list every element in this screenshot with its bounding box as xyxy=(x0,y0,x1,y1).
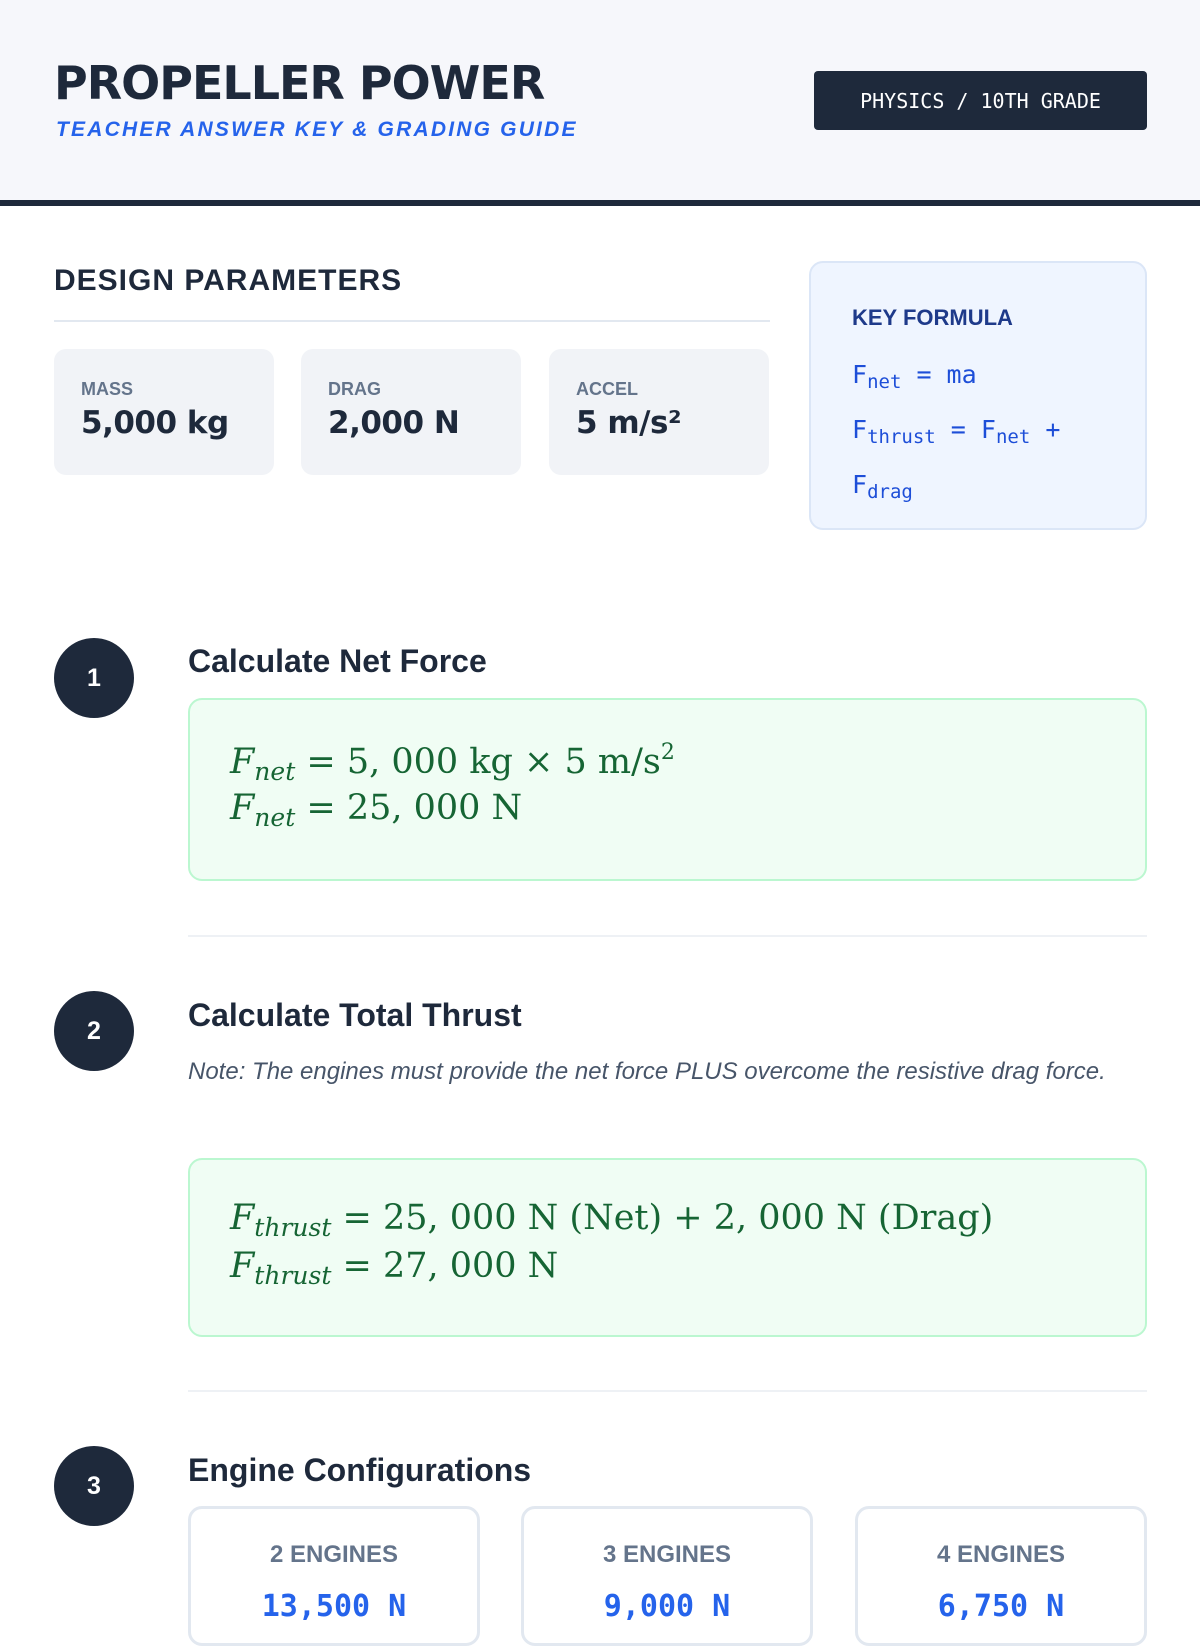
param-label: DRAG xyxy=(328,379,381,399)
math-line: $F_{thrust} = 25$, 000 N (Net) + 2, 000 N (Drag) xyxy=(230,1198,994,1242)
formula-thrust: $F_{thrust} = F_{net}$ + xyxy=(852,415,1061,448)
engine-thrust-value: 9,000 N xyxy=(603,1589,731,1624)
engine-thrust-value: 13,500 N xyxy=(261,1589,407,1624)
step-note: Note: The engines must provide the net force PLUS overcome the resistive drag force. xyxy=(188,1058,1106,1085)
engine-label: 4 ENGINES xyxy=(936,1541,1066,1568)
divider xyxy=(188,935,1147,937)
engine-thrust-value: 6,750 N xyxy=(937,1589,1065,1624)
formula-newton: $F_{net}$ = ma xyxy=(852,360,977,393)
math-line: $F_{net} = 5$, 000 kg × 5 $m/s^2$ xyxy=(230,740,675,786)
param-card-mass xyxy=(54,349,274,475)
answer-box-total-thrust xyxy=(188,1158,1147,1337)
formula-drag-term: $F_{drag}$ xyxy=(852,470,913,503)
step-title-total-thrust: Calculate Total Thrust xyxy=(188,997,522,1033)
math-line: $F_{net} = 25$, 000 N xyxy=(230,788,523,832)
param-value: 2,000 N xyxy=(328,405,460,441)
page-header xyxy=(0,0,1200,206)
param-value: 5,000 kg xyxy=(81,405,229,441)
key-formula-lines xyxy=(852,351,1060,516)
answer-box-net-force xyxy=(188,698,1147,881)
design-parameters-heading: DESIGN PARAMETERS xyxy=(54,264,403,297)
step-title-engine-configurations: Engine Configurations xyxy=(188,1452,532,1488)
engine-card-3 xyxy=(521,1506,813,1646)
engine-label: 3 ENGINES xyxy=(602,1541,732,1568)
param-value: 5 m/s² xyxy=(576,405,682,441)
page-title: PROPELLER POWER xyxy=(54,56,545,110)
grade-badge: PHYSICS / 10TH GRADE xyxy=(814,71,1147,130)
key-formula-box xyxy=(809,261,1147,530)
engine-card-4 xyxy=(855,1506,1147,1646)
page-subtitle: TEACHER ANSWER KEY & GRADING GUIDE xyxy=(56,118,578,141)
key-formula-title: KEY FORMULA xyxy=(852,305,1013,330)
math-line: $F_{thrust} = 27$, 000 N xyxy=(230,1246,559,1290)
param-label: MASS xyxy=(81,379,134,399)
param-label: ACCEL xyxy=(576,379,638,399)
step-title-net-force: Calculate Net Force xyxy=(188,643,487,679)
divider xyxy=(188,1390,1147,1392)
step-number-3: 3 xyxy=(54,1446,134,1526)
param-card-drag xyxy=(301,349,521,475)
step-number-2: 2 xyxy=(54,991,134,1071)
divider xyxy=(54,320,770,322)
step-number-1: 1 xyxy=(54,638,134,718)
param-card-accel xyxy=(549,349,769,475)
engine-card-2 xyxy=(188,1506,480,1646)
engine-label: 2 ENGINES xyxy=(269,1541,399,1568)
